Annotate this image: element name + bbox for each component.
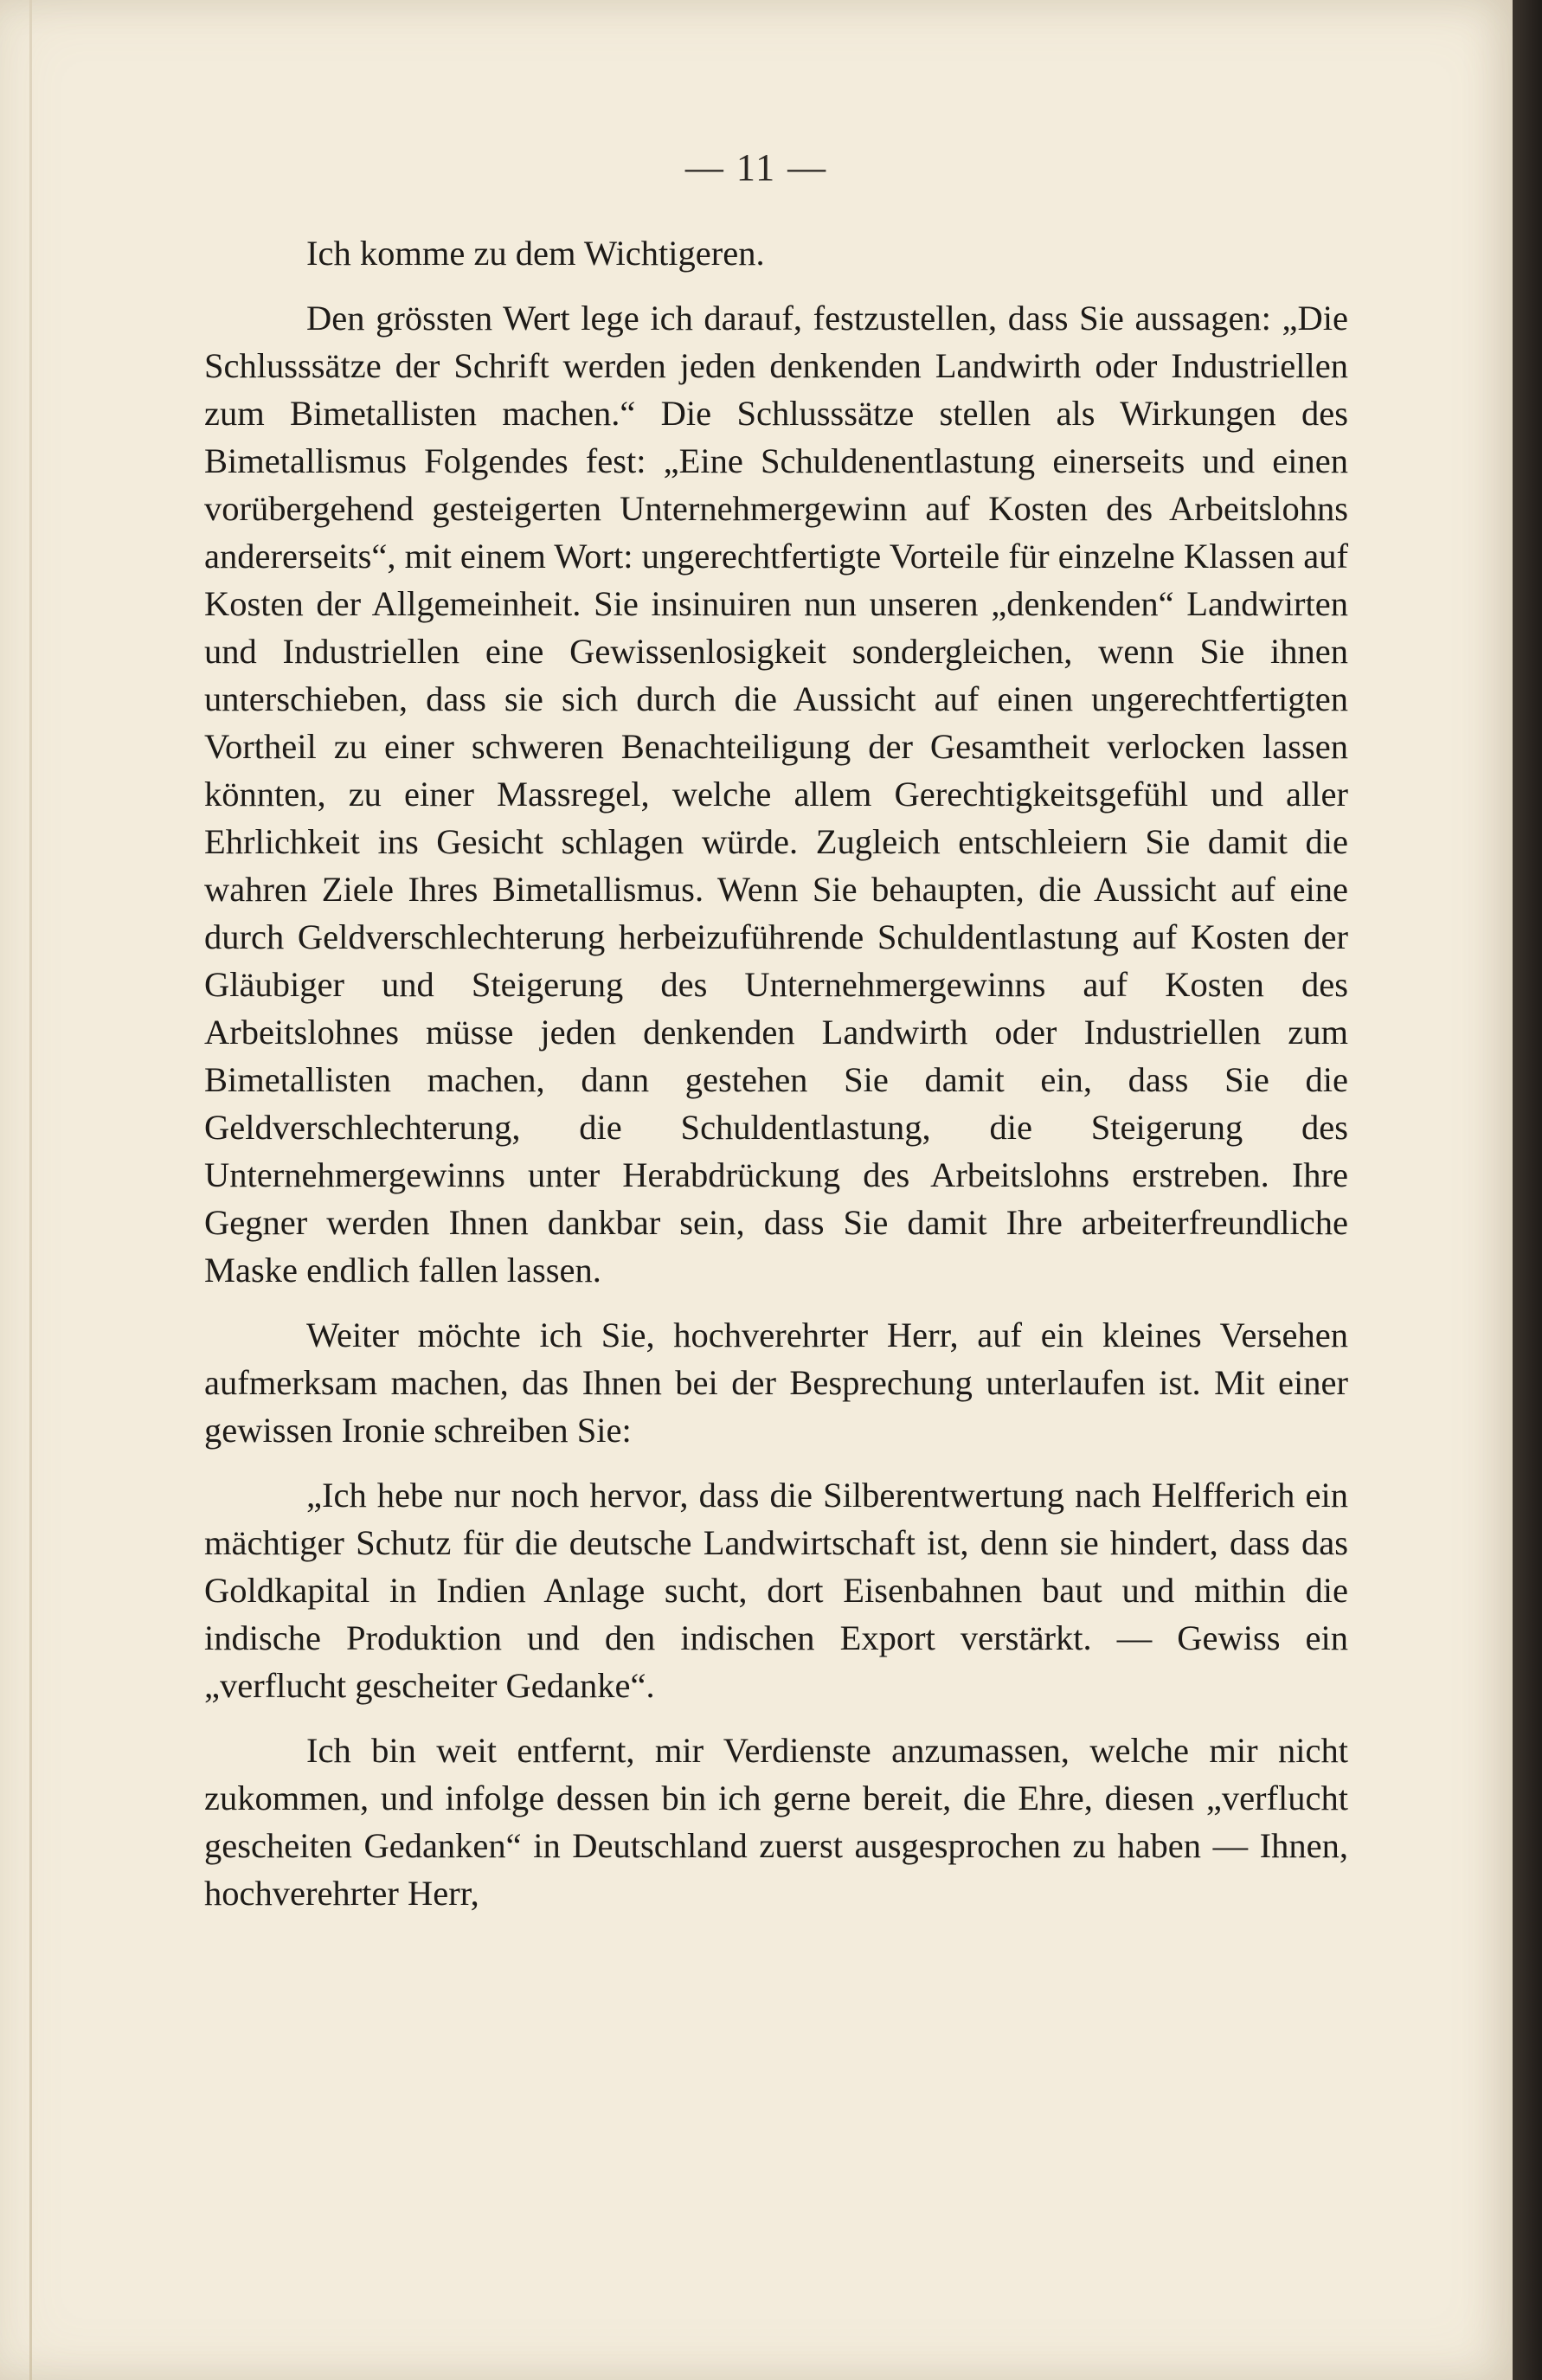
body-text	[204, 229, 1348, 1917]
book-edge	[1513, 0, 1542, 2380]
quote-paragraph: „Ich hebe nur noch hervor, dass die Silberentwertung nach Helfferich ein mächtiger Schutz für die deutsche Landwirtschaft ist, denn sie hindert, dass das Goldkapital in Indien Anlage sucht, dort Eisenbahnen baut und mithin die indische Produktion und den indischen Export verstärkt. — Gewiss ein „verflucht gescheiter Gedanke“.	[204, 1476, 1348, 1705]
paragraph-2: Den grössten Wert lege ich darauf, festzustellen, dass Sie aussagen: „Die Schlusssätze der Schrift werden jeden denkenden Landwirth oder Industriellen zum Bimetallisten machen.“ Die Schlusssätze stellen als Wirkungen des Bimetallismus Folgendes fest: „Eine Schuldenentlastung einerseits und einen vorübergehend gesteigerten Unternehmergewinn auf Kosten des Arbeitslohns andererseits“, mit einem Wort: ungerechtfertigte Vorteile für einzelne Klassen auf Kosten der Allgemeinheit. Sie insinuiren nun unseren „denkenden“ Landwirten und Industriellen eine Gewissenlosigkeit sondergleichen, wenn Sie ihnen unterschieben, dass sie sich durch die Aussicht auf einen ungerechtfertigten Vortheil zu einer schweren Benachteiligung der Gesamtheit verlocken lassen könnten, zu einer Massregel, welche allem Gerechtigkeitsgefühl und aller Ehrlichkeit ins Gesicht schlagen würde. Zugleich entschleiern Sie damit die wahren Ziele Ihres Bimetallismus. Wenn Sie behaupten, die Aussicht auf eine durch Geldverschlechterung herbeizuführende Schuldentlastung auf Kosten der Gläubiger und Steigerung des Unternehmergewinns auf Kosten des Arbeitslohnes müsse jeden denkenden Landwirth oder Industriellen zum Bimetallisten machen, dann gestehen Sie damit ein, dass Sie die Geldverschlechterung, die Schuldentlastung, die Steigerung des Unternehmergewinns unter Herabdrückung des Arbeitslohns erstreben. Ihre Gegner werden Ihnen dankbar sein, dass Sie damit Ihre arbeiterfreundliche Maske endlich fallen lassen.	[204, 299, 1348, 1290]
page-number: — 11 —	[684, 146, 828, 189]
page-gutter	[29, 0, 32, 2380]
paragraph-3: Weiter möchte ich Sie, hochverehrter Herr, auf ein kleines Versehen aufmerksam machen, das Ihnen bei der Besprechung unterlaufen ist. Mit einer gewissen Ironie schreiben Sie:	[204, 1315, 1348, 1450]
paragraph-5: Ich bin weit entfernt, mir Verdienste anzumassen, welche mir nicht zukommen, und infolge dessen bin ich gerne bereit, die Ehre, diesen „verflucht gescheiten Gedanken“ in Deutschland zuerst ausgesprochen zu haben — Ihnen, hochverehrter Herr,	[204, 1731, 1348, 1913]
paragraph-1: Ich komme zu dem Wichtigeren.	[306, 234, 765, 273]
